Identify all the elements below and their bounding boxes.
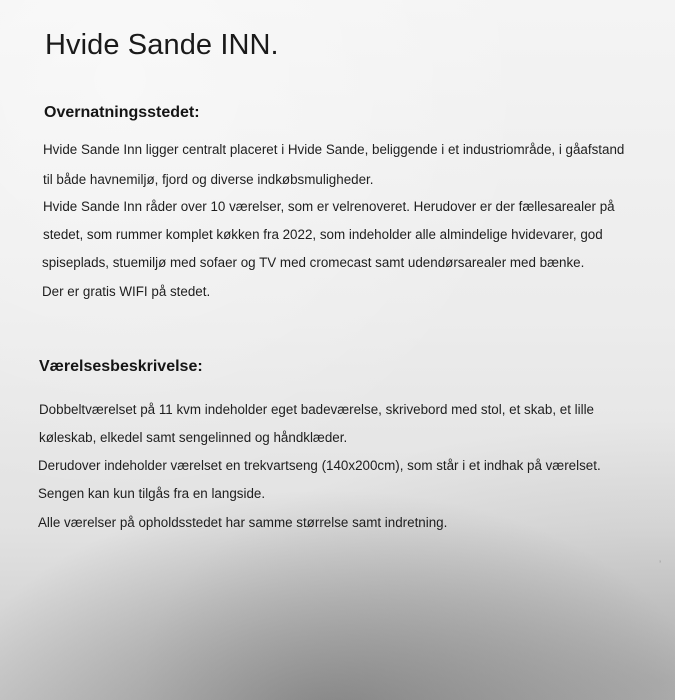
section-heading-overnatningsstedet: Overnatningsstedet: <box>44 104 200 121</box>
paragraph-line: køleskab, elkedel samt sengelinned og håndklæder. <box>39 430 348 445</box>
paper-speck: ʼ <box>659 560 662 571</box>
document-title: Hvide Sande INN. <box>45 29 279 61</box>
paragraph-line: Sengen kan kun tilgås fra en langside. <box>38 486 266 501</box>
paragraph-line: til både havnemiljø, fjord og diverse indkøbsmuligheder. <box>43 172 374 187</box>
paragraph-line: stedet, som rummer komplet køkken fra 2022, som indeholder alle almindelige hvidevarer, god <box>43 227 603 242</box>
paragraph-line: Hvide Sande Inn råder over 10 værelser, som er velrenoveret. Herudover er der fællesarealer på <box>43 199 615 214</box>
paragraph-line: Dobbeltværelset på 11 kvm indeholder eget badeværelse, skrivebord med stol, et skab, et lille <box>39 402 595 417</box>
paragraph-line: Derudover indeholder værelset en trekvartseng (140x200cm), som står i et indhak på værelset. <box>38 458 601 473</box>
paragraph-line: spiseplads, stuemiljø med sofaer og TV med cromecast samt udendørsarealer med bænke. <box>42 255 585 270</box>
paragraph-line: Alle værelser på opholdsstedet har samme størrelse samt indretning. <box>38 515 448 530</box>
section-heading-vaerelsesbeskrivelse: Værelsesbeskrivelse: <box>39 358 203 375</box>
paragraph-line: Hvide Sande Inn ligger centralt placeret i Hvide Sande, beliggende i et industriområde, i gåafstand <box>43 142 625 157</box>
paragraph-line: Der er gratis WIFI på stedet. <box>42 284 211 299</box>
